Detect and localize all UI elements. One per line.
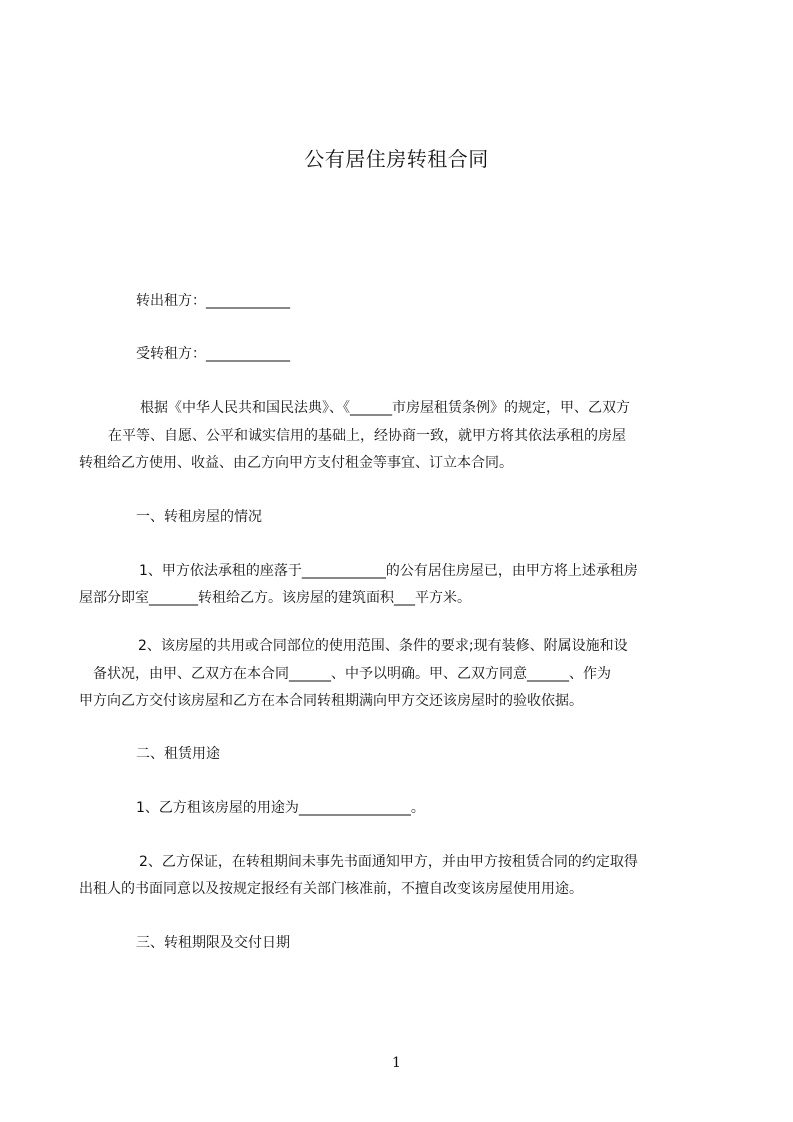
section-2-item-2-line-1: 2、乙方保证，在转租期间未事先书面通知甲方，并由甲方按租赁合同的约定取得 [139, 854, 638, 870]
section-1-item-1-line-2: 屋部分即室_______转租给乙方。该房屋的建筑面积___平方米。 [79, 590, 471, 606]
section-1-item-2-line-1: 2、该房屋的共用或合同部位的使用范围、条件的要求;现有装修、附属设施和设 [138, 638, 628, 654]
intro-line-3: 转租给乙方使用、收益、由乙方向甲方支付租金等事宜、订立本合同。 [79, 455, 513, 471]
section-1-item-2-line-3: 甲方向乙方交付该房屋和乙方在本合同转租期满向甲方交还该房屋时的验收依据。 [79, 693, 583, 709]
document-title: 公有居住房转租合同 [304, 147, 489, 171]
section-2-item-1-line-1: 1、乙方租该房屋的用途为________________。 [136, 800, 425, 816]
intro-line-1: 根据《中华人民共和国民法典》、《______市房屋租赁条例》的规定，甲、乙双方 [140, 400, 630, 416]
section-heading-1: 一、转租房屋的情况 [136, 509, 262, 525]
party-in-line: 受转租方：____________ [136, 346, 290, 362]
section-1-item-2-line-2: 备状况，由甲、乙双方在本合同______、中予以明确。甲、乙双方同意______、作为 [93, 666, 611, 682]
party-out-line: 转出租方：____________ [136, 293, 290, 309]
section-heading-2: 二、租赁用途 [136, 746, 220, 762]
section-2-item-2-line-2: 出租人的书面同意以及按规定报经有关部门核准前，不擅自改变该房屋使用用途。 [79, 881, 583, 897]
section-1-item-1-line-1: 1、甲方依法承租的座落于____________的公有居住房屋已，由甲方将上述承租房 [139, 563, 638, 579]
intro-line-2: 在平等、自愿、公平和诚实信用的基础上，经协商一致，就甲方将其依法承租的房屋 [108, 428, 626, 444]
page-number: 1 [392, 1055, 401, 1071]
section-heading-3: 三、转租期限及交付日期 [136, 935, 290, 951]
